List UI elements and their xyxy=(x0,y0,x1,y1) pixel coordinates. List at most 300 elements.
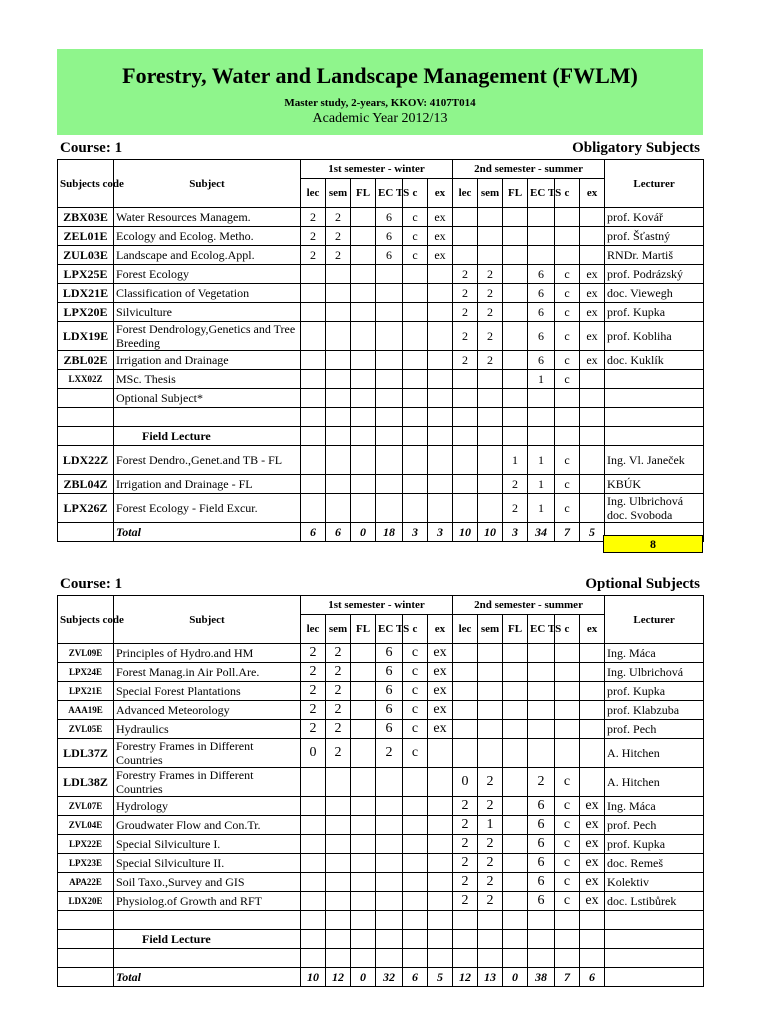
cell-value: ex xyxy=(428,701,453,720)
cell-value xyxy=(428,284,453,303)
total-value: 12 xyxy=(453,968,478,987)
subject-name: Water Resources Managem. xyxy=(114,208,301,227)
subject-code: LDX20E xyxy=(58,892,114,911)
lecturer-name: Kolektiv xyxy=(605,873,704,892)
cell-value xyxy=(351,663,376,682)
cell-value: 2 xyxy=(326,720,351,739)
cell-value: 2 xyxy=(453,284,478,303)
cell-value xyxy=(478,246,503,265)
total-value: 6 xyxy=(580,968,605,987)
cell-value xyxy=(351,246,376,265)
empty-cell xyxy=(453,930,478,949)
empty-row xyxy=(58,911,704,930)
cell-value xyxy=(503,816,528,835)
col-header-unit: lec xyxy=(453,179,478,208)
cell-value xyxy=(555,739,580,768)
total-value: 32 xyxy=(376,968,403,987)
cell-value: 2 xyxy=(453,835,478,854)
obligatory-subjects-table xyxy=(57,159,704,542)
subject-code: AAA19E xyxy=(58,701,114,720)
cell-value: 6 xyxy=(376,246,403,265)
empty-cell xyxy=(376,408,403,427)
subject-name: Special Forest Plantations xyxy=(114,682,301,701)
col-header-lecturer: Lecturer xyxy=(605,160,704,208)
cell-value xyxy=(478,720,503,739)
cell-value xyxy=(478,739,503,768)
cell-value xyxy=(351,835,376,854)
cell-value xyxy=(478,208,503,227)
cell-value xyxy=(301,854,326,873)
cell-value: 2 xyxy=(301,682,326,701)
cell-value xyxy=(580,446,605,475)
cell-value xyxy=(528,739,555,768)
course-line-optional xyxy=(57,576,703,594)
cell-value xyxy=(376,265,403,284)
cell-value xyxy=(403,797,428,816)
table-row xyxy=(58,446,704,475)
cell-value: 2 xyxy=(301,227,326,246)
cell-value xyxy=(503,701,528,720)
cell-value: ex xyxy=(580,303,605,322)
cell-value xyxy=(528,682,555,701)
document-header xyxy=(57,49,703,135)
cell-value xyxy=(453,494,478,523)
cell-value xyxy=(301,446,326,475)
field-lecture-label: Field Lecture xyxy=(114,427,301,446)
cell-value xyxy=(351,644,376,663)
cell-value xyxy=(453,246,478,265)
table-row xyxy=(58,351,704,370)
cell-value xyxy=(376,835,403,854)
cell-value xyxy=(528,246,555,265)
cell-value xyxy=(326,494,351,523)
course-label: Course: 1 xyxy=(60,140,123,156)
cell-value xyxy=(403,873,428,892)
cell-value: 2 xyxy=(478,303,503,322)
empty-cell xyxy=(503,427,528,446)
cell-value: 6 xyxy=(528,351,555,370)
total-value: 0 xyxy=(351,523,376,542)
subject-name: Classification of Vegetation xyxy=(114,284,301,303)
cell-value: c xyxy=(403,701,428,720)
cell-value xyxy=(453,227,478,246)
total-value: 0 xyxy=(351,968,376,987)
empty-cell xyxy=(555,930,580,949)
cell-value: c xyxy=(403,644,428,663)
total-value: 3 xyxy=(503,523,528,542)
subject-code: ZVL04E xyxy=(58,816,114,835)
total-value: 10 xyxy=(453,523,478,542)
cell-value xyxy=(503,739,528,768)
lecturer-name xyxy=(605,370,704,389)
empty-cell xyxy=(58,968,114,987)
cell-value: 2 xyxy=(453,265,478,284)
cell-value: 2 xyxy=(301,246,326,265)
col-header-sem2: 2nd semester - summer xyxy=(453,160,605,179)
cell-value xyxy=(503,284,528,303)
cell-value xyxy=(376,284,403,303)
table-row xyxy=(58,873,704,892)
empty-cell xyxy=(403,408,428,427)
cell-value: 6 xyxy=(528,265,555,284)
cell-value xyxy=(301,892,326,911)
cell-value xyxy=(528,389,555,408)
cell-value xyxy=(428,351,453,370)
cell-value xyxy=(351,797,376,816)
subject-code: LDL37Z xyxy=(58,739,114,768)
empty-cell xyxy=(555,949,580,968)
cell-value xyxy=(326,475,351,494)
cell-value xyxy=(351,816,376,835)
subject-code: APA22E xyxy=(58,873,114,892)
cell-value: 1 xyxy=(478,816,503,835)
empty-cell xyxy=(605,427,704,446)
lecturer-name: prof. Kupka xyxy=(605,835,704,854)
subject-name: Optional Subject* xyxy=(114,389,301,408)
cell-value: 2 xyxy=(453,303,478,322)
cell-value: 2 xyxy=(478,797,503,816)
table-row xyxy=(58,370,704,389)
empty-row xyxy=(58,408,704,427)
empty-cell xyxy=(351,408,376,427)
course-line-obligatory xyxy=(57,140,703,158)
cell-value xyxy=(326,351,351,370)
lecturer-name: doc. Viewegh xyxy=(605,284,704,303)
total-value: 5 xyxy=(580,523,605,542)
lecturer-name: Ing. Ulbrichová doc. Svoboda xyxy=(605,494,704,523)
cell-value: 2 xyxy=(326,246,351,265)
cell-value xyxy=(428,854,453,873)
cell-value xyxy=(376,370,403,389)
table-row xyxy=(58,227,704,246)
subjects-kind: Obligatory Subjects xyxy=(572,140,700,156)
col-header-unit: lec xyxy=(453,615,478,644)
empty-cell xyxy=(376,930,403,949)
empty-cell xyxy=(403,911,428,930)
lecturer-name: prof. Klabzuba xyxy=(605,701,704,720)
cell-value xyxy=(528,208,555,227)
table-row xyxy=(58,768,704,797)
cell-value xyxy=(580,370,605,389)
cell-value: 6 xyxy=(376,208,403,227)
cell-value: c xyxy=(555,797,580,816)
empty-cell xyxy=(528,911,555,930)
col-header-unit: FL xyxy=(503,179,528,208)
empty-cell xyxy=(605,949,704,968)
empty-cell xyxy=(58,408,114,427)
lecturer-name: Ing. Máca xyxy=(605,797,704,816)
lecturer-name: prof. Šťastný xyxy=(605,227,704,246)
cell-value: 2 xyxy=(376,739,403,768)
cell-value xyxy=(503,892,528,911)
cell-value xyxy=(376,816,403,835)
table-row xyxy=(58,835,704,854)
cell-value: 2 xyxy=(453,816,478,835)
cell-value: ex xyxy=(428,720,453,739)
cell-value xyxy=(376,322,403,351)
lecturer-name: doc. Remeš xyxy=(605,854,704,873)
cell-value xyxy=(428,816,453,835)
cell-value xyxy=(580,475,605,494)
cell-value: 1 xyxy=(503,446,528,475)
cell-value xyxy=(555,389,580,408)
empty-cell xyxy=(58,949,114,968)
cell-value xyxy=(555,720,580,739)
subject-name: MSc. Thesis xyxy=(114,370,301,389)
cell-value: c xyxy=(555,873,580,892)
empty-cell xyxy=(428,911,453,930)
subject-code: ZUL03E xyxy=(58,246,114,265)
col-header-unit: FL xyxy=(351,615,376,644)
cell-value: c xyxy=(555,494,580,523)
cell-value: ex xyxy=(580,835,605,854)
cell-value xyxy=(301,322,326,351)
cell-value xyxy=(326,303,351,322)
empty-cell xyxy=(478,930,503,949)
cell-value: 2 xyxy=(478,835,503,854)
lecturer-name: Ing. Vl. Janeček xyxy=(605,446,704,475)
table-row xyxy=(58,475,704,494)
cell-value: 6 xyxy=(376,701,403,720)
empty-cell xyxy=(301,930,326,949)
cell-value xyxy=(503,835,528,854)
cell-value xyxy=(478,446,503,475)
total-value: 3 xyxy=(428,523,453,542)
empty-cell xyxy=(453,911,478,930)
subject-code: ZVL05E xyxy=(58,720,114,739)
cell-value: 2 xyxy=(301,701,326,720)
cell-value: c xyxy=(555,284,580,303)
subject-code: LPX23E xyxy=(58,854,114,873)
cell-value: c xyxy=(555,446,580,475)
empty-cell xyxy=(376,949,403,968)
cell-value: 6 xyxy=(376,227,403,246)
cell-value xyxy=(326,370,351,389)
cell-value xyxy=(351,322,376,351)
subject-name: Forestry Frames in Different Countries xyxy=(114,768,301,797)
cell-value: ex xyxy=(580,854,605,873)
cell-value xyxy=(555,663,580,682)
subject-name: Forest Dendro.,Genet.and TB - FL xyxy=(114,446,301,475)
cell-value xyxy=(580,644,605,663)
cell-value xyxy=(528,720,555,739)
cell-value xyxy=(301,370,326,389)
cell-value xyxy=(580,701,605,720)
empty-cell xyxy=(528,930,555,949)
cell-value: 6 xyxy=(528,892,555,911)
cell-value xyxy=(503,227,528,246)
cell-value: 6 xyxy=(528,835,555,854)
cell-value xyxy=(301,389,326,408)
col-header-subject: Subject xyxy=(114,160,301,208)
cell-value xyxy=(376,475,403,494)
subject-code: LDX22Z xyxy=(58,446,114,475)
empty-cell xyxy=(605,968,704,987)
cell-value: 2 xyxy=(478,892,503,911)
col-header-code: Subjects code xyxy=(58,596,114,644)
table-row xyxy=(58,739,704,768)
subject-code: ZEL01E xyxy=(58,227,114,246)
subject-code: LPX26Z xyxy=(58,494,114,523)
cell-value xyxy=(503,854,528,873)
cell-value: 1 xyxy=(528,370,555,389)
col-header-unit: EC TS xyxy=(528,179,555,208)
empty-cell xyxy=(301,408,326,427)
cell-value xyxy=(351,389,376,408)
total-value: 5 xyxy=(428,968,453,987)
cell-value xyxy=(503,389,528,408)
total-row xyxy=(58,968,704,987)
cell-value xyxy=(301,265,326,284)
lecturer-name: prof. Podrázský xyxy=(605,265,704,284)
cell-value: 6 xyxy=(528,854,555,873)
cell-value xyxy=(376,389,403,408)
lecturer-name: doc. Kuklík xyxy=(605,351,704,370)
cell-value: c xyxy=(403,739,428,768)
cell-value xyxy=(428,768,453,797)
table-row xyxy=(58,892,704,911)
cell-value: 2 xyxy=(301,208,326,227)
cell-value xyxy=(351,892,376,911)
cell-value xyxy=(580,720,605,739)
empty-cell xyxy=(58,911,114,930)
cell-value: 2 xyxy=(301,644,326,663)
cell-value xyxy=(453,389,478,408)
sum-box: 8 xyxy=(603,535,703,553)
empty-cell xyxy=(114,408,301,427)
cell-value xyxy=(478,475,503,494)
cell-value xyxy=(503,265,528,284)
cell-value: 2 xyxy=(301,663,326,682)
col-header-unit: EC TS xyxy=(528,615,555,644)
cell-value: ex xyxy=(580,873,605,892)
cell-value xyxy=(428,370,453,389)
cell-value xyxy=(503,797,528,816)
cell-value xyxy=(453,739,478,768)
cell-value: c xyxy=(555,854,580,873)
table-row xyxy=(58,208,704,227)
table-row xyxy=(58,797,704,816)
cell-value xyxy=(351,446,376,475)
cell-value xyxy=(376,873,403,892)
cell-value: 0 xyxy=(453,768,478,797)
page-title: Forestry, Water and Landscape Management (FWLM) xyxy=(122,63,638,88)
subject-code: ZBL04Z xyxy=(58,475,114,494)
empty-cell xyxy=(503,930,528,949)
col-header-unit: ex xyxy=(580,615,605,644)
cell-value xyxy=(428,322,453,351)
cell-value xyxy=(376,892,403,911)
cell-value: ex xyxy=(428,227,453,246)
col-header-code: Subjects code xyxy=(58,160,114,208)
subject-code: LDL38Z xyxy=(58,768,114,797)
empty-cell xyxy=(403,930,428,949)
col-header-unit: FL xyxy=(351,179,376,208)
cell-value xyxy=(351,265,376,284)
lecturer-name: prof. Kobliha xyxy=(605,322,704,351)
cell-value xyxy=(580,768,605,797)
cell-value: ex xyxy=(428,682,453,701)
subject-name: Hydraulics xyxy=(114,720,301,739)
col-header-sem1: 1st semester - winter xyxy=(301,596,453,615)
cell-value xyxy=(326,854,351,873)
cell-value xyxy=(428,892,453,911)
col-header-unit: c xyxy=(403,179,428,208)
empty-cell xyxy=(580,930,605,949)
header-row xyxy=(58,596,704,615)
cell-value xyxy=(351,768,376,797)
lecturer-name: prof. Pech xyxy=(605,816,704,835)
cell-value: 2 xyxy=(326,739,351,768)
cell-value xyxy=(478,663,503,682)
empty-cell xyxy=(453,408,478,427)
empty-cell xyxy=(376,427,403,446)
lecturer-name: KBÚK xyxy=(605,475,704,494)
col-header-subject: Subject xyxy=(114,596,301,644)
empty-cell xyxy=(478,427,503,446)
cell-value xyxy=(428,475,453,494)
empty-cell xyxy=(351,911,376,930)
subject-name: Groudwater Flow and Con.Tr. xyxy=(114,816,301,835)
empty-cell xyxy=(428,408,453,427)
cell-value xyxy=(580,246,605,265)
cell-value xyxy=(301,873,326,892)
cell-value xyxy=(326,446,351,475)
cell-value xyxy=(580,208,605,227)
cell-value xyxy=(301,303,326,322)
subjects-kind: Optional Subjects xyxy=(585,576,700,592)
col-header-unit: EC TS xyxy=(376,179,403,208)
table-row xyxy=(58,246,704,265)
cell-value xyxy=(326,835,351,854)
cell-value xyxy=(403,768,428,797)
total-value: 10 xyxy=(301,968,326,987)
empty-cell xyxy=(403,949,428,968)
col-header-lecturer: Lecturer xyxy=(605,596,704,644)
empty-cell xyxy=(580,427,605,446)
table-row xyxy=(58,682,704,701)
cell-value xyxy=(351,208,376,227)
lecturer-name: prof. Kupka xyxy=(605,303,704,322)
cell-value xyxy=(351,284,376,303)
cell-value xyxy=(478,701,503,720)
subject-code: LDX21E xyxy=(58,284,114,303)
lecturer-name xyxy=(605,389,704,408)
empty-cell xyxy=(428,427,453,446)
cell-value xyxy=(351,475,376,494)
total-value: 6 xyxy=(301,523,326,542)
cell-value: 2 xyxy=(453,892,478,911)
cell-value xyxy=(403,389,428,408)
cell-value xyxy=(403,265,428,284)
empty-cell xyxy=(326,408,351,427)
cell-value: c xyxy=(555,370,580,389)
table-row xyxy=(58,663,704,682)
cell-value: 2 xyxy=(453,797,478,816)
col-header-unit: lec xyxy=(301,179,326,208)
cell-value xyxy=(453,701,478,720)
empty-cell xyxy=(528,949,555,968)
empty-cell xyxy=(528,408,555,427)
lecturer-name: Ing. Máca xyxy=(605,644,704,663)
cell-value xyxy=(326,322,351,351)
empty-cell xyxy=(326,949,351,968)
cell-value: 2 xyxy=(326,663,351,682)
cell-value: ex xyxy=(580,351,605,370)
empty-cell xyxy=(503,911,528,930)
col-header-unit: c xyxy=(555,179,580,208)
cell-value: 6 xyxy=(528,322,555,351)
